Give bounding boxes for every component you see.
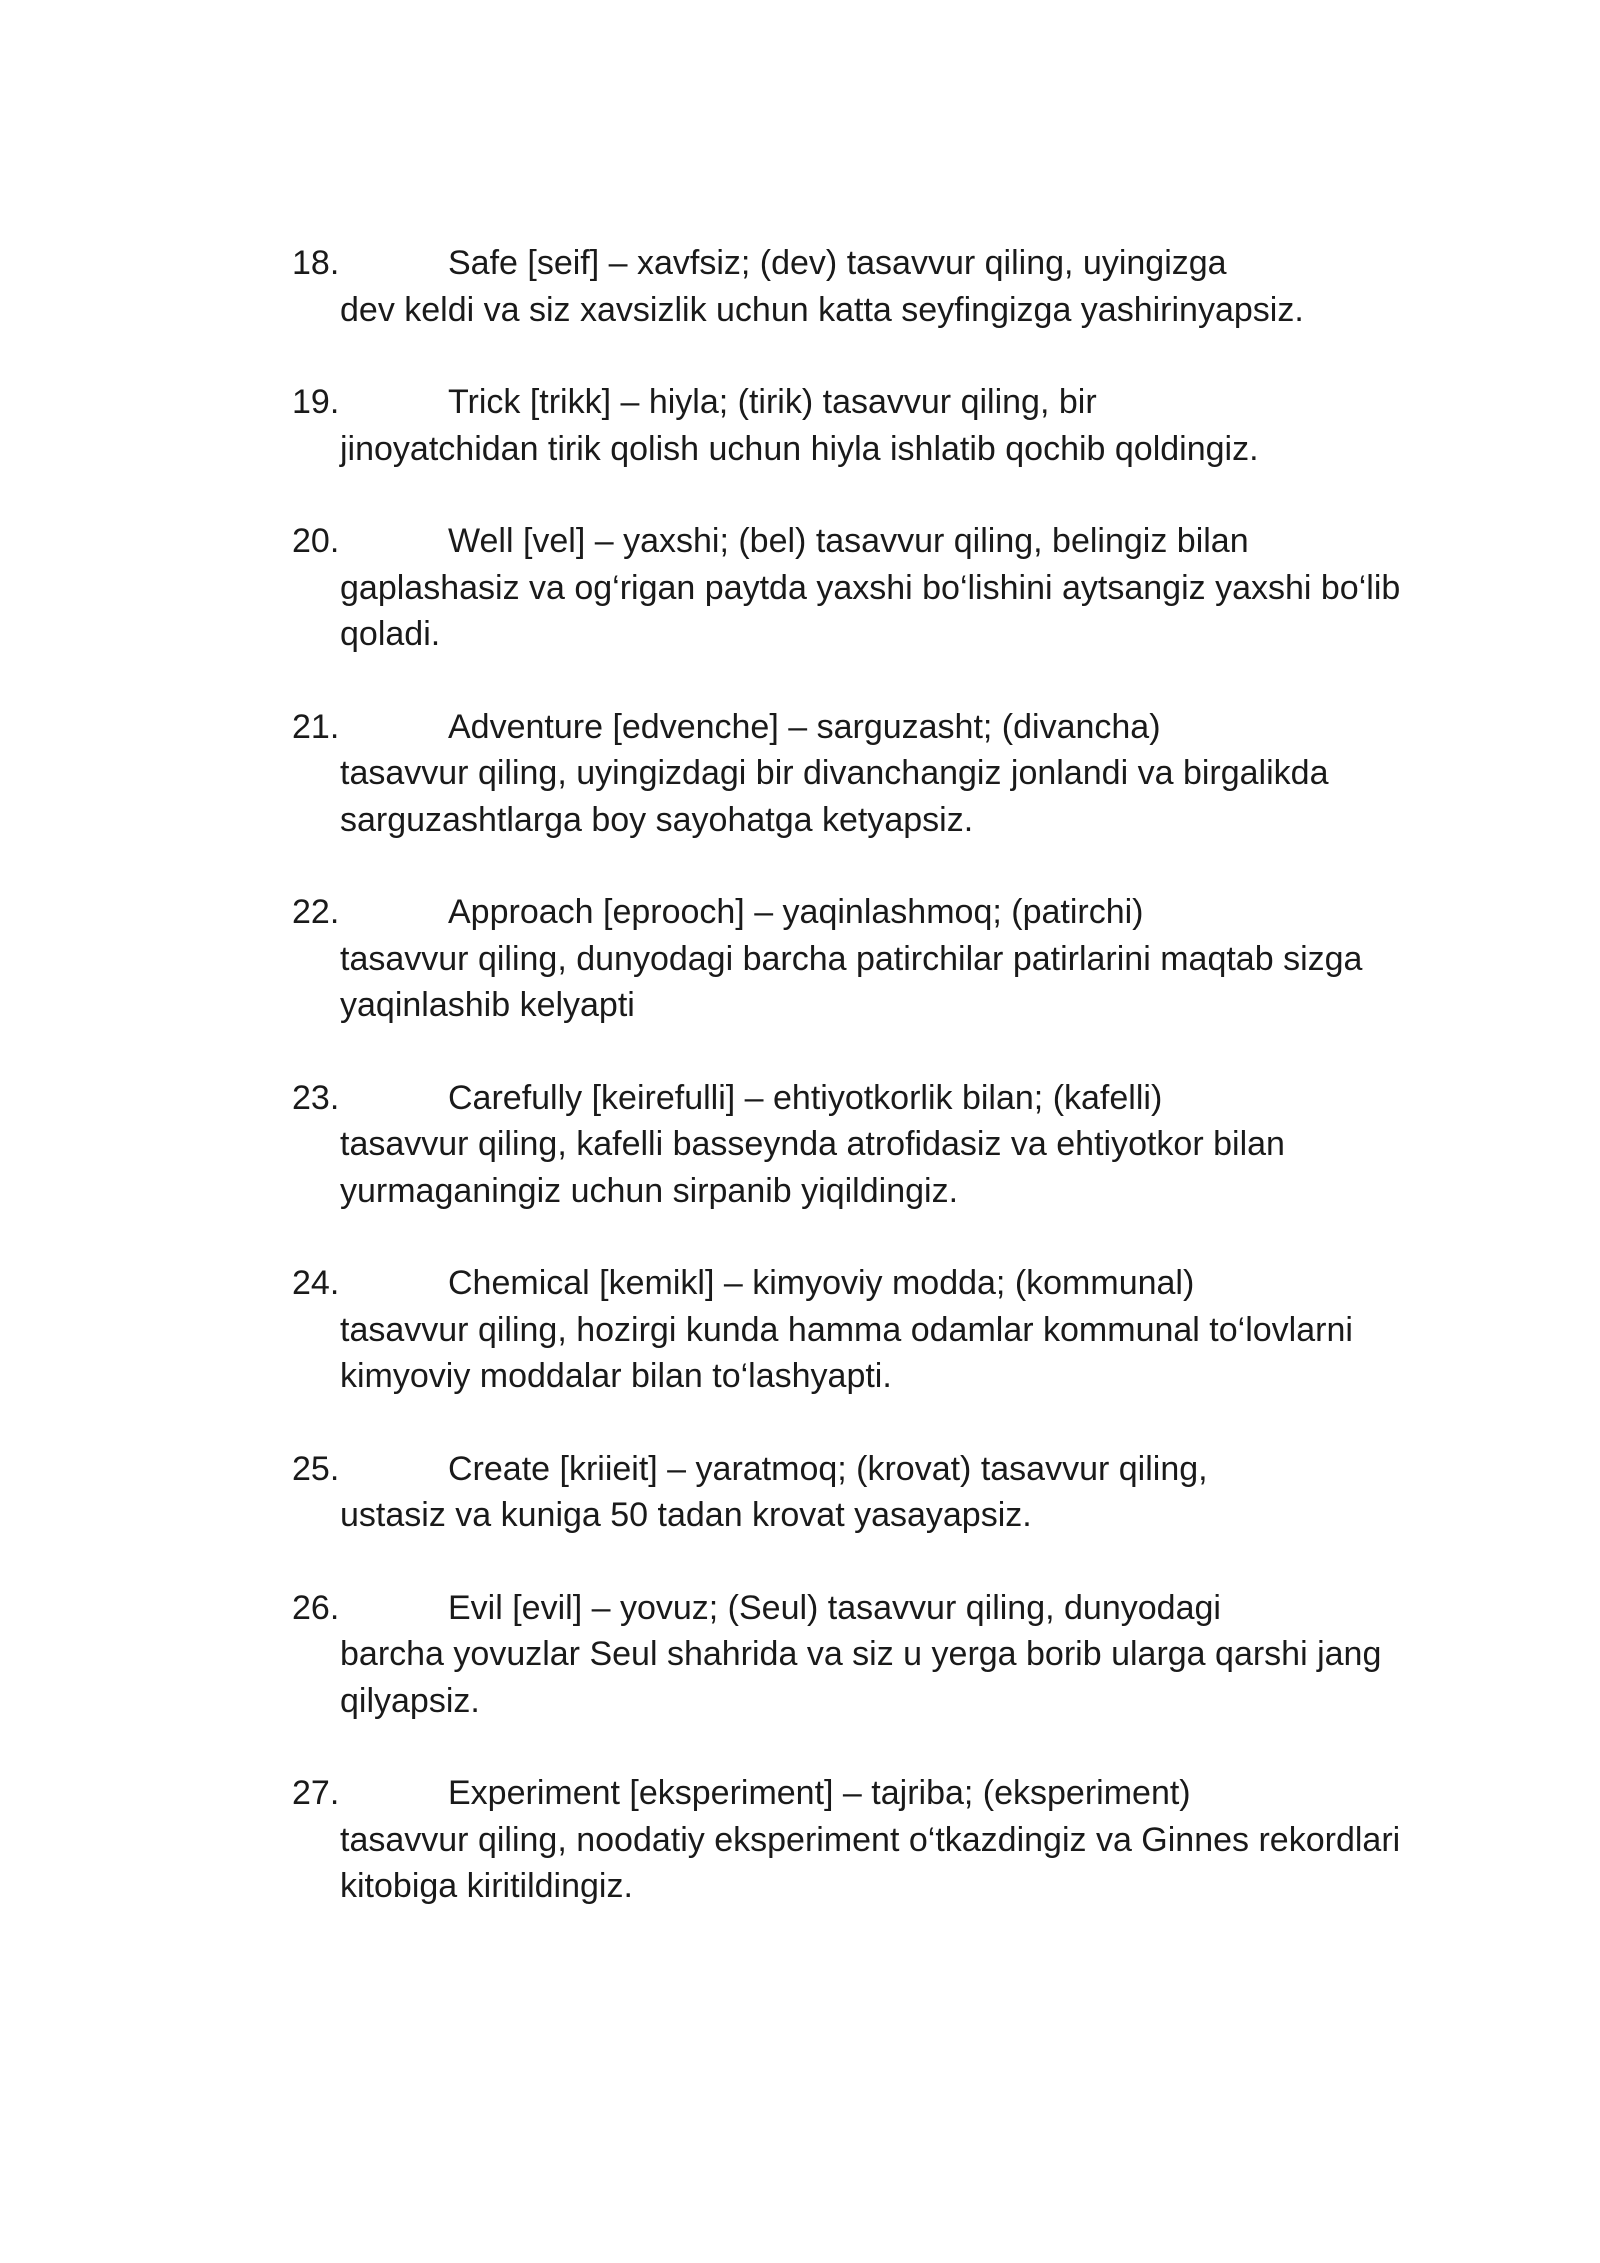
vocabulary-list [0,240,1600,1956]
entry-number: 18. [292,244,340,282]
entry-number: 26. [292,1588,340,1627]
entry-headword-line: Experiment [eksperiment] – tajriba; (eksperiment) [448,1774,1191,1812]
vocabulary-entry [0,1446,1600,1539]
entry-number: 25. [292,1449,340,1488]
entry-headword-line: Safe [seif] – xavfsiz; (dev) tasavvur qiling, uyingizga [448,244,1227,282]
entry-headword-line: Adventure [edvenche] – sarguzasht; (divancha) [448,707,1161,746]
vocabulary-entry [0,704,1600,844]
vocabulary-entry [0,1260,1600,1400]
entry-mnemonic: tasavvur qiling, hozirgi kunda hamma odamlar kommunal to‘lovlarni kimyoviy moddalar bilan to‘lashyapti. [340,1310,1353,1395]
entry-number: 21. [292,707,340,746]
entry-mnemonic: tasavvur qiling, dunyodagi barcha patirchilar patirlarini maqtab sizga yaqinlashib kelyapti [340,939,1363,1024]
entry-number: 27. [292,1774,340,1812]
entry-number: 24. [292,1264,340,1302]
entry-headword-line: Evil [evil] – yovuz; (Seul) tasavvur qiling, dunyodagi [448,1588,1221,1627]
entry-headword-line: Well [vel] – yaxshi; (bel) tasavvur qiling, belingiz bilan [448,522,1249,560]
entry-mnemonic: barcha yovuzlar Seul shahrida va siz u yerga borib ularga qarshi jang qilyapsiz. [340,1635,1382,1720]
vocabulary-entry [0,379,1600,472]
entry-mnemonic: tasavvur qiling, kafelli basseynda atrofidasiz va ehtiyotkor bilan yurmaganingiz uchun sirpanib yiqildingiz. [340,1125,1285,1210]
entry-mnemonic: jinoyatchidan tirik qolish uchun hiyla ishlatib qochib qoldingiz. [340,429,1259,468]
vocabulary-entry [0,1770,1600,1910]
entry-mnemonic: ustasiz va kuniga 50 tadan krovat yasayapsiz. [340,1496,1032,1534]
entry-mnemonic: gaplashasiz va og‘rigan paytda yaxshi bo‘lishini aytsangiz yaxshi bo‘lib qoladi. [340,568,1401,653]
entry-headword-line: Approach [eprooch] – yaqinlashmoq; (patirchi) [448,893,1144,931]
entry-headword-line: Trick [trikk] – hiyla; (tirik) tasavvur qiling, bir [448,383,1097,421]
entry-number: 19. [292,383,340,421]
vocabulary-entry [0,889,1600,1029]
entry-headword-line: Create [kriieit] – yaratmoq; (krovat) tasavvur qiling, [448,1449,1208,1488]
entry-mnemonic: tasavvur qiling, noodatiy eksperiment o‘tkazdingiz va Ginnes rekordlari kitobiga kiritildingiz. [340,1820,1401,1905]
entry-mnemonic: tasavvur qiling, uyingizdagi bir divanchangiz jonlandi va birgalikda sarguzashtlarga boy sayohatga ketyapsiz. [340,754,1329,839]
entry-headword-line: Carefully [keirefulli] – ehtiyotkorlik bilan; (kafelli) [448,1078,1163,1117]
entry-headword-line: Chemical [kemikl] – kimyoviy modda; (kommunal) [448,1264,1195,1302]
vocabulary-entry [0,1075,1600,1215]
vocabulary-entry [0,240,1600,333]
entry-mnemonic: dev keldi va siz xavsizlik uchun katta seyfingizga yashirinyapsiz. [340,290,1304,329]
vocabulary-entry [0,1585,1600,1725]
entry-number: 20. [292,522,340,560]
entry-number: 23. [292,1078,340,1117]
entry-number: 22. [292,893,340,931]
vocabulary-entry [0,518,1600,658]
